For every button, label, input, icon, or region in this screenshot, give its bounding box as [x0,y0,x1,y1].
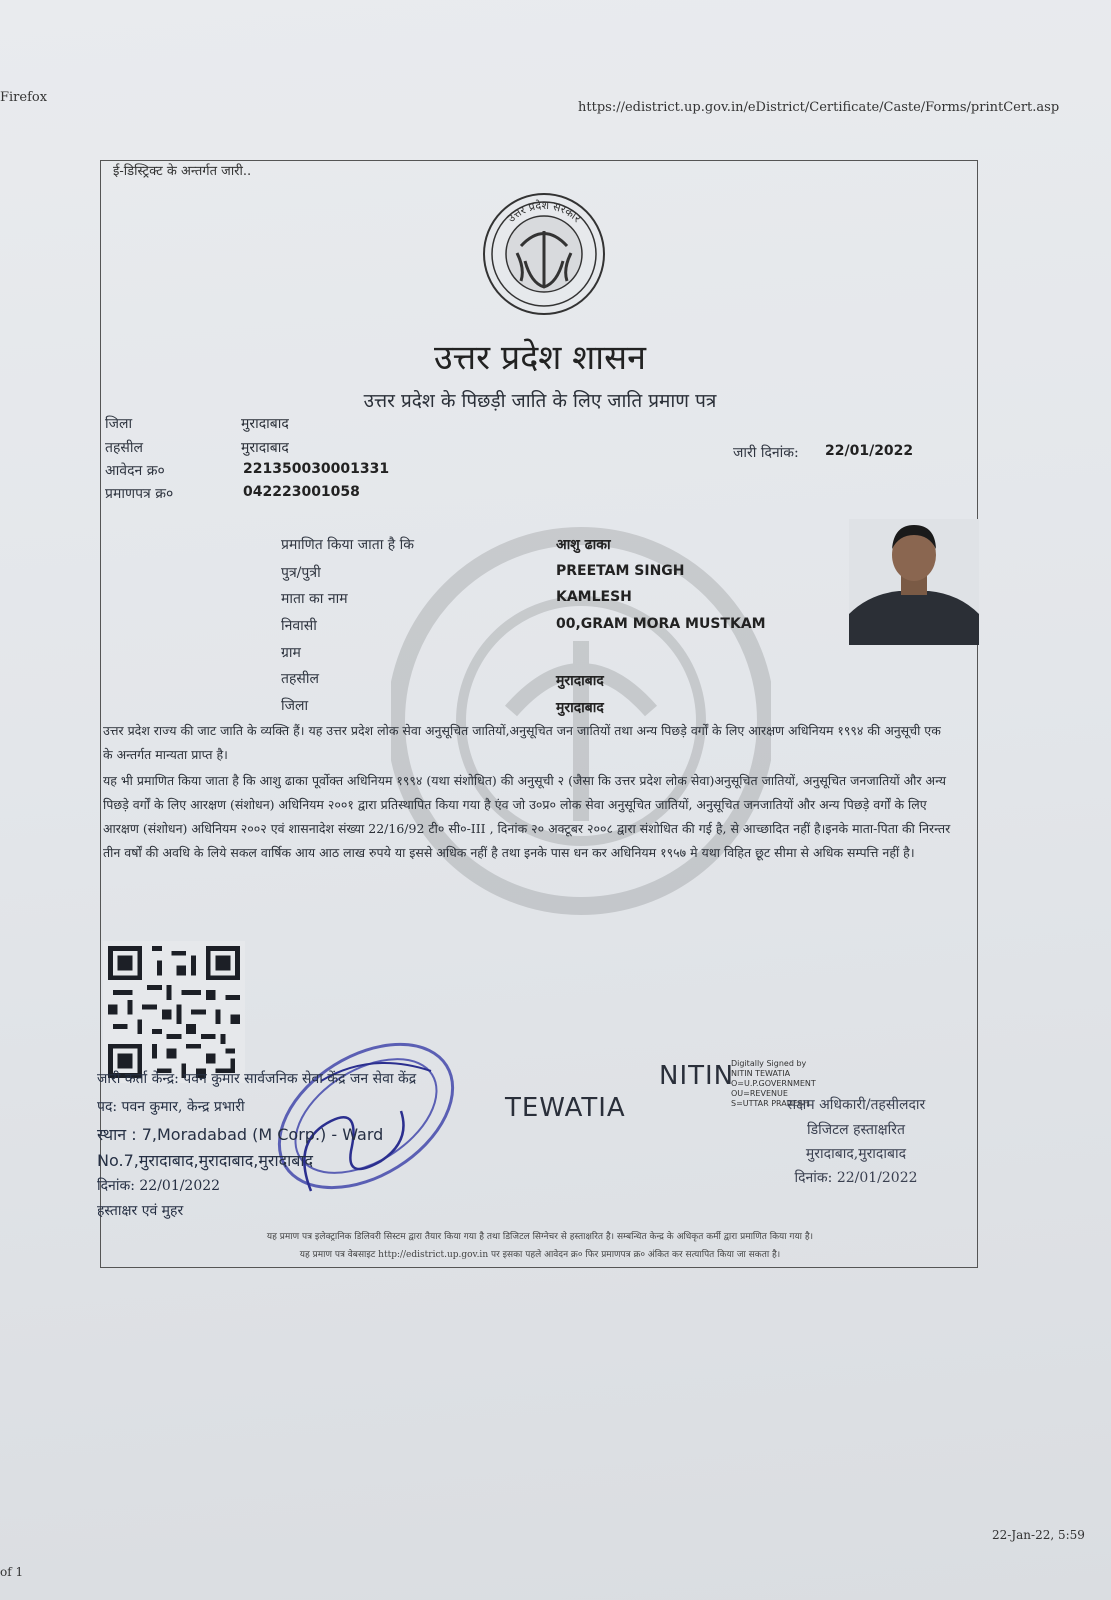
person-tehsil-label: तहसील [281,671,319,687]
signature-note-4: OU=REVENUE [731,1089,788,1098]
emblem-text: उत्तर प्रदेश सरकार [504,198,584,226]
digital-signature [505,1059,816,1131]
authority-date: दिनांक: 22/01/2022 [794,1170,918,1186]
certified-label: प्रमाणित किया जाता है कि [281,537,415,553]
page-title: उत्तर प्रदेश शासन [434,338,646,378]
authority-place: मुरादाबाद,मुरादाबाद [805,1146,907,1162]
issuer-place-line2: No.7,मुरादाबाद,मुरादाबाद,मुरादाबाद [97,1151,314,1170]
up-emblem-icon [481,191,607,317]
page-subtitle: उत्तर प्रदेश के पिछड़ी जाति के लिए जाति प्रमाण पत्र [363,390,717,412]
certificate-number: 042223001058 [243,484,360,500]
certificate [97,160,978,1268]
mother-label: माता का नाम [281,591,348,607]
qr-code-icon [103,941,245,1083]
issuer-centre: जारी कर्ता केन्द्र: पवन कुमार सार्वजनिक सेवा केंद्र जन सेवा केंद्र [97,1071,417,1087]
page-url: https://edistrict.up.gov.in/eDistrict/Certificate/Caste/Forms/printCert.asp [578,100,1060,115]
issue-date-label: जारी दिनांक: [733,445,799,461]
person-district-label: जिला [281,698,309,714]
issuer-date: दिनांक: 22/01/2022 [97,1178,221,1194]
footer-note-1: यह प्रमाण पत्र इलेक्ट्रानिक डिलिवरी सिस्टम द्वारा तैयार किया गया है तथा डिजिटल सिग्नेचर से हस्ताक्षरित है। सम्बन्धित केन्द्र के अधिकृत कर्मी द्वारा प्रमाणित किया गया है। [266,1232,814,1242]
page-counter: of 1 [0,1565,24,1579]
issued-under-text: ई-डिस्ट्रिक्ट के अन्तर्गत जारी.. [113,164,252,179]
application-number: 221350030001331 [243,461,390,477]
authority-signed: डिजिटल हस्ताक्षरित [807,1122,905,1138]
income-paragraph: यह भी प्रमाणित किया जाता है कि आशु ढाका पूर्वोक्त अधिनियम १९९४ (यथा संशोधित) की अनुसूची २ (जैसा कि उत्तर प्रदेश लोक सेवा)अनुसूचित जातियों, अनुसूचित जनजातियों और अन्य पिछड़े वर्गों के लिए आरक्षण (संशोधन) अधिनियम २००१ द्वारा प्रतिस्थापित किया गया है एंव जो उ०प्र० लोक सेवा अनुसूचित जातियों, अनुसूचित जनजातियों और अन्य पिछड़े वर्गों के लिए आरक्षण (संशोधन) अधिनियम २००२ एवं शासनादेश संख्या 22/16/92 टी० सी०-III , दिनांक २० अक्टूबर २००८ द्वारा संशोधित की गई है, से आच्छादित नहीं है।इनके माता-पिता की निरन्तर तीन वर्षों की अवधि के लिये सकल वार्षिक आय आठ लाख रुपये या इससे अधिक नहीं है तथा इनके पास धन कर अधिनियम १९५७ मे यथा विहित छूट सीमा से अधिक सम्पत्ति नहीं है। [103,773,951,860]
signature-note-5: S=UTTAR PRADESH [731,1099,810,1108]
issuer-signature-seal: हस्ताक्षर एवं मुहर [97,1203,184,1219]
person-tehsil-value: मुरादाबाद [556,673,604,689]
signature-note-1: Digitally Signed by [731,1059,807,1068]
child-of-label: पुत्र/पुत्री [281,565,321,581]
application-label: आवेदन क्र० [105,463,165,479]
person-district-value: मुरादाबाद [556,700,604,716]
official-stamp-icon [251,991,481,1241]
issuer-place-line1: स्थान : 7,Moradabad (M Corp.) - Ward [97,1125,384,1144]
footer-note-2: यह प्रमाण पत्र वेबसाइट http://edistrict.up.gov.in पर इसका पहले आवेदन क्र० फिर प्रमाणपत्र क्र० अंकित कर सत्यापित किया जा सकता है। [299,1250,781,1260]
signer-name-line2: TEWATIA [505,1093,626,1123]
authority-title: सक्षम अधिकारी/तहसीलदार [786,1097,926,1113]
tehsil-label: तहसील [105,440,143,456]
signature-note-2: NITIN TEWATIA [731,1069,791,1078]
certificate-label: प्रमाणपत्र क्र० [105,486,174,502]
village-label: ग्राम [281,645,301,661]
browser-name: Firefox [0,90,48,105]
person-photo-icon [849,519,979,645]
applicant-photo [849,519,979,645]
print-timestamp: 22-Jan-22, 5:59 [992,1528,1085,1542]
issue-date-value: 22/01/2022 [825,443,914,459]
resident-label: निवासी [281,618,317,634]
father-name: PREETAM SINGH [556,563,685,579]
person-name: आशु ढाका [556,537,611,553]
district-value: मुरादाबाद [241,416,289,432]
mother-name: KAMLESH [556,589,632,605]
tehsil-value: मुरादाबाद [241,440,289,456]
caste-paragraph: उत्तर प्रदेश राज्य की जाट जाति के व्यक्ति हैं। यह उत्तर प्रदेश लोक सेवा अनुसूचित जातियों,अनुसूचित जन जातियों तथा अन्य पिछड़े वर्गों के लिए आरक्षण अधिनियम १९९४ की अनुसूची एक के अन्तर्गत मान्यता प्राप्त है। [103,723,941,762]
signature-note-3: O=U.P.GOVERNMENT [731,1079,816,1088]
issuer-post: पद: पवन कुमार, केन्द्र प्रभारी [97,1099,245,1115]
signer-name-line1: NITIN [659,1061,735,1091]
district-label: जिला [105,416,133,432]
resident-value: 00,GRAM MORA MUSTKAM [556,616,766,632]
